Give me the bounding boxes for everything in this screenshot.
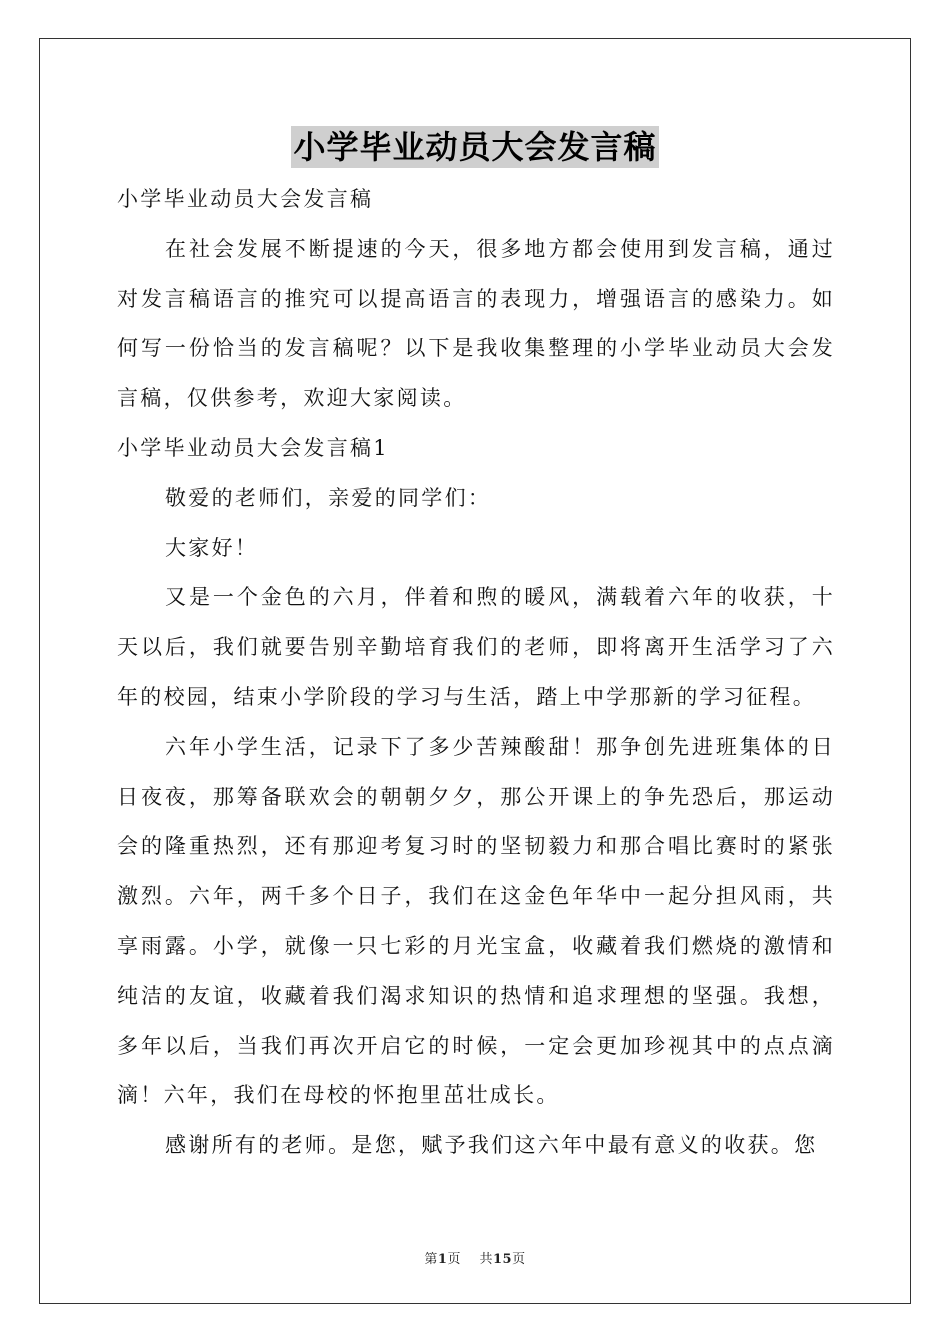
document-subtitle: 小学毕业动员大会发言稿 xyxy=(117,187,374,211)
title-container xyxy=(0,126,950,168)
body-paragraph: 六年小学生活，记录下了多少苦辣酸甜！那争创先进班集体的日日夜夜，那筹备联欢会的朝朝夕夕，那公开课上的争先恐后，那运动会的隆重热烈，还有那迎考复习时的坚韧毅力和那合唱比赛时的紧张激烈。六年，两千多个日子，我们在这金色年华中一起分担风雨，共享雨露。小学，就像一只七彩的月光宝盒，收藏着我们燃烧的激情和纯洁的友谊，收藏着我们渴求知识的热情和追求理想的坚强。我想，多年以后，当我们再次开启它的时候，一定会更加珍视其中的点点滴滴！六年，我们在母校的怀抱里茁壮成长。 xyxy=(117,734,835,1108)
section-heading: 小学毕业动员大会发言稿1 xyxy=(117,435,389,460)
greeting-line: 敬爱的老师们，亲爱的同学们： xyxy=(165,485,492,510)
document-body xyxy=(117,175,835,1171)
total-suffix: 页 xyxy=(512,1252,526,1267)
body-paragraph: 感谢所有的老师。是您，赋予我们这六年中最有意义的收获。您 xyxy=(165,1133,818,1158)
total-prefix: 共 xyxy=(479,1252,493,1267)
total-pages: 15 xyxy=(493,1252,513,1267)
intro-paragraph: 在社会发展不断提速的今天，很多地方都会使用到发言稿，通过对发言稿语言的推究可以提高语言的表现力，增强语言的感染力。如何写一份恰当的发言稿呢？以下是我收集整理的小学毕业动员大会发言稿，仅供参考，欢迎大家阅读。 xyxy=(117,236,835,411)
page-suffix: 页 xyxy=(447,1252,461,1267)
page-prefix: 第 xyxy=(424,1252,438,1267)
page-number: 1 xyxy=(437,1252,448,1267)
body-paragraph: 又是一个金色的六月，伴着和煦的暖风，满载着六年的收获，十天以后，我们就要告别辛勤培育我们的老师，即将离开生活学习了六年的校园，结束小学阶段的学习与生活，踏上中学那新的学习征程。 xyxy=(117,585,835,709)
document-title: 小学毕业动员大会发言稿 xyxy=(293,128,657,166)
hello-line: 大家好！ xyxy=(165,535,259,560)
page-footer xyxy=(0,1248,950,1267)
